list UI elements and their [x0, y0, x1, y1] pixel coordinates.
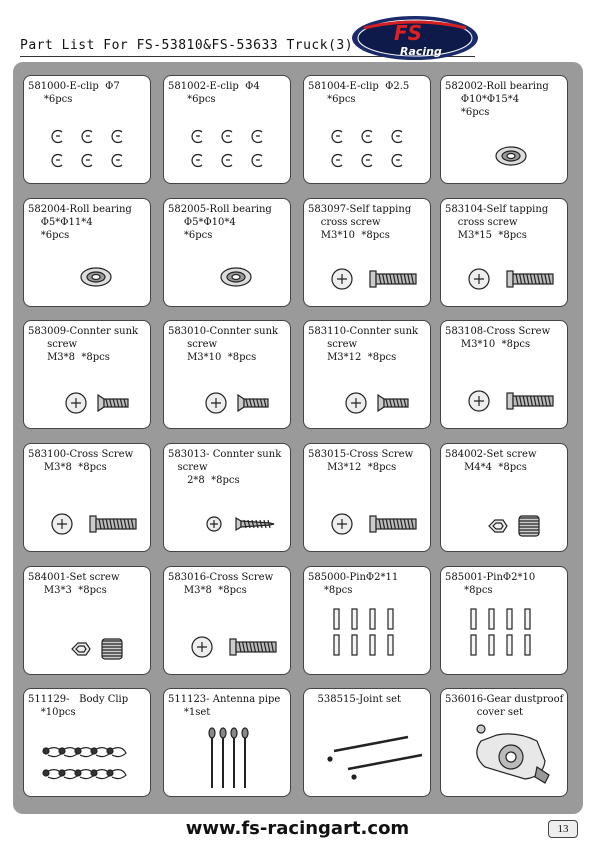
part-label-line1: 582002-Roll bearing	[445, 81, 549, 92]
part-cell	[163, 198, 291, 307]
part-label-line1: 538515-Joint set	[308, 694, 402, 705]
part-label	[168, 80, 286, 106]
part-label-line3: M3*10 *8pcs	[168, 352, 257, 363]
part-label-line3: M3*12 *8pcs	[308, 352, 397, 363]
part-cell	[303, 688, 431, 797]
part-label-line2: Φ5*Φ10*4	[168, 217, 236, 228]
part-label-line2: screw	[308, 339, 358, 350]
part-label	[308, 80, 426, 106]
part-label-line1: 585000-PinΦ2*11	[308, 572, 399, 583]
part-cell	[440, 198, 568, 307]
part-cell	[163, 688, 291, 797]
part-label-line2: cross screw	[445, 217, 518, 228]
part-label-line1: 585001-PinΦ2*10	[445, 572, 536, 583]
part-label-line1: 584001-Set screw	[28, 572, 120, 583]
part-label-line1: 583108-Cross Screw	[445, 326, 551, 337]
part-label-line1: 583100-Cross Screw	[28, 449, 134, 460]
part-label-line2: *6pcs	[308, 94, 356, 105]
part-cell	[303, 75, 431, 184]
part-label	[445, 571, 563, 597]
part-label-line1: 581002-E-clip Φ4	[168, 81, 260, 92]
part-label	[445, 203, 563, 242]
part-label	[168, 693, 286, 719]
part-label-line3: *6pcs	[445, 107, 490, 118]
part-label-line1: 511129- Body Clip	[28, 694, 129, 705]
part-label	[28, 80, 146, 106]
part-label	[168, 448, 286, 487]
part-label	[308, 203, 426, 242]
logo-mark: FS	[394, 21, 423, 45]
part-label	[168, 571, 286, 597]
part-label	[308, 325, 426, 364]
part-label	[28, 693, 146, 719]
part-label-line2: screw	[28, 339, 78, 350]
part-label-line1: 583013- Connter sunk	[168, 449, 282, 460]
part-label-line2: M3*8 *8pcs	[28, 462, 107, 473]
part-label-line1: 583016-Cross Screw	[168, 572, 274, 583]
part-label-line1: 583009-Connter sunk	[28, 326, 139, 337]
part-label-line2: M3*12 *8pcs	[308, 462, 397, 473]
part-cell	[440, 566, 568, 675]
part-label-line2: *6pcs	[168, 94, 216, 105]
part-label	[308, 693, 426, 706]
part-label	[28, 325, 146, 364]
part-label-line1: 511123- Antenna pipe	[168, 694, 281, 705]
part-label-line2: *6pcs	[28, 94, 73, 105]
part-label-line1: 581000-E-clip Φ7	[28, 81, 120, 92]
part-label	[308, 571, 426, 597]
footer-url: www.fs-racingart.com	[185, 818, 410, 839]
part-label-line1: 581004-E-clip Φ2.5	[308, 81, 410, 92]
part-label-line2: cover set	[445, 707, 524, 718]
part-cell	[23, 320, 151, 429]
part-label-line1: 583104-Self tapping	[445, 204, 549, 215]
part-label-line2: M3*8 *8pcs	[168, 585, 247, 596]
part-label-line3: M3*10 *8pcs	[308, 230, 390, 241]
part-label-line1: 583015-Cross Screw	[308, 449, 414, 460]
part-label	[445, 325, 563, 351]
part-label	[445, 693, 563, 719]
part-label-line2: Φ10*Φ15*4	[445, 94, 520, 105]
part-label-line2: *1set	[168, 707, 211, 718]
part-label	[28, 448, 146, 474]
part-label-line3: 2*8 *8pcs	[168, 475, 240, 486]
part-label	[308, 448, 426, 474]
part-label-line2: M3*3 *8pcs	[28, 585, 107, 596]
part-cell	[303, 198, 431, 307]
part-cell	[163, 75, 291, 184]
part-cell	[23, 566, 151, 675]
part-label-line1: 536016-Gear dustproof	[445, 694, 564, 705]
part-cell	[163, 566, 291, 675]
part-label-line2: M3*10 *8pcs	[445, 339, 531, 350]
part-label-line2: M4*4 *8pcs	[445, 462, 527, 473]
part-label-line1: 583110-Connter sunk	[308, 326, 419, 337]
part-label-line1: 582005-Roll bearing	[168, 204, 272, 215]
part-cell	[440, 443, 568, 552]
logo-subtext: Racing	[400, 45, 442, 58]
part-cell	[23, 443, 151, 552]
part-label-line3: M3*15 *8pcs	[445, 230, 527, 241]
page-title: Part List For FS-53810&FS-53633 Truck(3)	[20, 38, 354, 53]
part-label-line2: *10pcs	[28, 707, 76, 718]
part-label	[168, 325, 286, 364]
part-label-line1: 584002-Set screw	[445, 449, 537, 460]
part-cell	[303, 443, 431, 552]
part-cell	[303, 320, 431, 429]
part-cell	[440, 688, 568, 797]
part-label-line2: *8pcs	[308, 585, 353, 596]
part-label-line1: 583010-Connter sunk	[168, 326, 279, 337]
part-label	[445, 448, 563, 474]
part-cell	[163, 443, 291, 552]
part-label	[28, 203, 146, 242]
part-cell	[440, 320, 568, 429]
part-label-line1: 582004-Roll bearing	[28, 204, 132, 215]
part-cell	[23, 75, 151, 184]
part-label-line3: *6pcs	[168, 230, 213, 241]
part-label-line2: Φ5*Φ11*4	[28, 217, 93, 228]
part-cell	[303, 566, 431, 675]
part-label-line2: screw	[168, 462, 208, 473]
part-cell	[23, 198, 151, 307]
part-label-line2: *8pcs	[445, 585, 493, 596]
part-label	[445, 80, 563, 119]
part-label-line2: screw	[168, 339, 218, 350]
part-label	[28, 571, 146, 597]
part-cell	[163, 320, 291, 429]
fs-racing-logo	[350, 14, 480, 62]
part-label-line1: 583097-Self tapping	[308, 204, 412, 215]
page-number: 13	[548, 820, 578, 838]
part-cell	[440, 75, 568, 184]
part-cell	[23, 688, 151, 797]
part-label-line2: cross screw	[308, 217, 381, 228]
part-label-line3: M3*8 *8pcs	[28, 352, 110, 363]
part-label-line3: *6pcs	[28, 230, 70, 241]
part-label	[168, 203, 286, 242]
